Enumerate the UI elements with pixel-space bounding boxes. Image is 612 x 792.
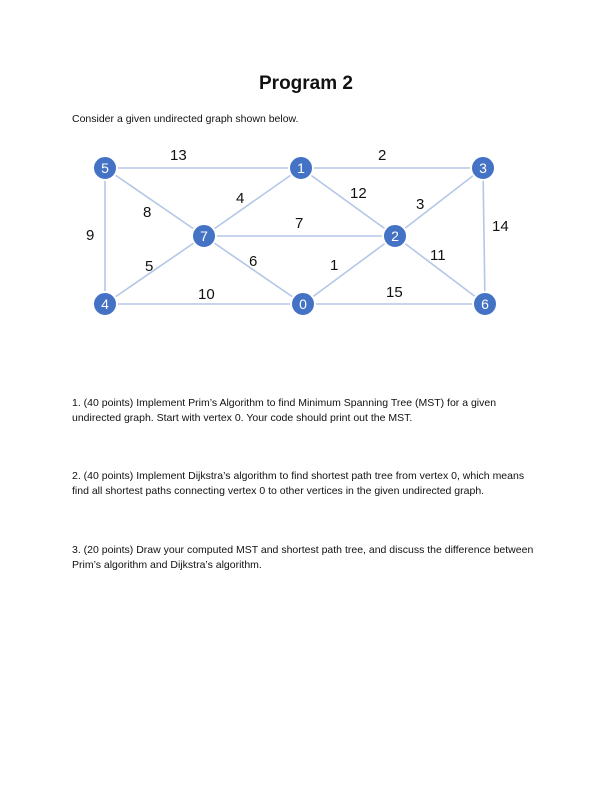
weight-2-0: 1 [330, 257, 339, 274]
weight-2-6: 11 [430, 247, 446, 264]
question-2: 2. (40 points) Implement Dijkstra’s algorithm to find shortest path tree from vertex 0, which means find all shortest paths connecting vertex 0 to other vertices in the given undirected graph. [72, 470, 525, 497]
node-5 [93, 156, 117, 180]
edge-7-4 [105, 236, 204, 304]
edge-3-6 [483, 168, 485, 304]
weight-4-0: 10 [198, 286, 215, 303]
node-6 [473, 292, 497, 316]
weight-7-4: 5 [145, 258, 154, 275]
node-4 [93, 292, 117, 316]
node-label: 1 [297, 160, 305, 176]
edge-1-2 [301, 168, 395, 236]
node-label: 4 [101, 296, 109, 312]
question-3: 3. (20 points) Draw your computed MST and shortest path tree, and discuss the difference between Prim’s algorithm and Dijkstra’s algorithm. [72, 544, 534, 571]
node-2 [383, 224, 407, 248]
node-label: 7 [200, 228, 208, 244]
node-label: 5 [101, 160, 109, 176]
weight-0-6: 15 [386, 284, 403, 301]
edge-7-0 [204, 236, 303, 304]
edge-3-2 [395, 168, 483, 236]
weight-3-2: 3 [416, 196, 425, 213]
page-title: Program 2 [259, 73, 353, 94]
question-1: 1. (40 points) Implement Prim’s Algorithm to find Minimum Spanning Tree (MST) for a given undirected graph. Start with vertex 0. Your code should print out the MST. [72, 397, 497, 424]
edge-2-0 [303, 236, 395, 304]
edge-1-7 [204, 168, 304, 236]
weight-7-0: 6 [249, 253, 258, 270]
node-label: 0 [299, 296, 307, 312]
node-1 [289, 156, 313, 180]
intro-text: Consider a given undirected graph shown below. [72, 113, 299, 125]
weight-1-7: 4 [236, 190, 245, 207]
node-label: 6 [481, 296, 489, 312]
weight-5-4: 9 [86, 227, 95, 244]
weight-7-2: 7 [295, 215, 304, 232]
graph-edges [105, 168, 485, 304]
node-label: 2 [391, 228, 399, 244]
node-0 [291, 292, 315, 316]
node-label: 3 [479, 160, 487, 176]
weight-1-3: 2 [378, 147, 387, 164]
node-3 [471, 156, 495, 180]
weight-3-6: 14 [492, 218, 509, 235]
edge-5-7 [105, 168, 204, 236]
weight-5-1: 13 [170, 147, 187, 164]
node-7 [192, 224, 216, 248]
weight-5-7: 8 [143, 204, 152, 221]
weight-1-2: 12 [350, 185, 367, 202]
